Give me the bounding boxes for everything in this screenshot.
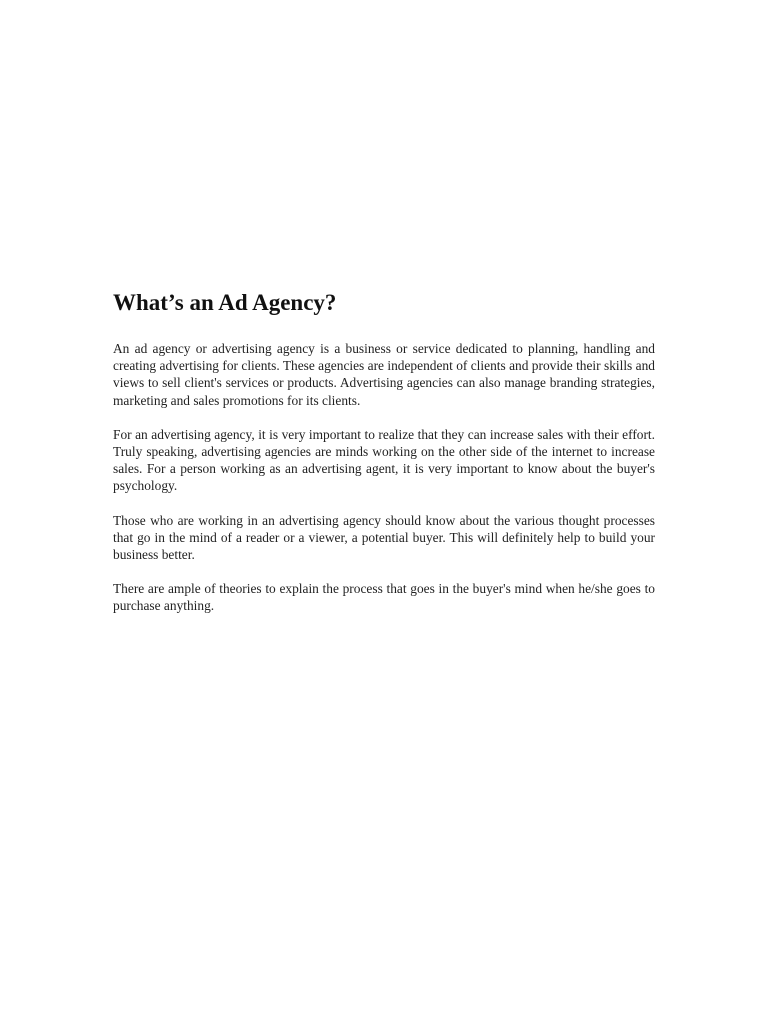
paragraph-thought-processes: Those who are working in an advertising agency should know about the various thought processes that go in the mind of a reader or a viewer, a potential buyer. This will definitely help to build your business better. [113, 512, 655, 563]
page-title: What’s an Ad Agency? [113, 290, 337, 315]
document-body [113, 285, 655, 632]
paragraph-theories: There are ample of theories to explain the process that goes in the buyer's mind when he/she goes to purchase anything. [113, 581, 655, 614]
paragraph-definition: An ad agency or advertising agency is a business or service dedicated to planning, handling and creating advertising for clients. These agencies are independent of clients and provide their skills and views to sell client's services or products. Advertising agencies can also manage branding strategies, marketing and sales promotions for its clients. [113, 341, 655, 408]
paragraph-importance: For an advertising agency, it is very important to realize that they can increase sales with their effort. Truly speaking, advertising agencies are minds working on the other side of the internet to increase sales. For a person working as an advertising agent, it is very important to know about the buyer's psychology. [113, 426, 655, 494]
